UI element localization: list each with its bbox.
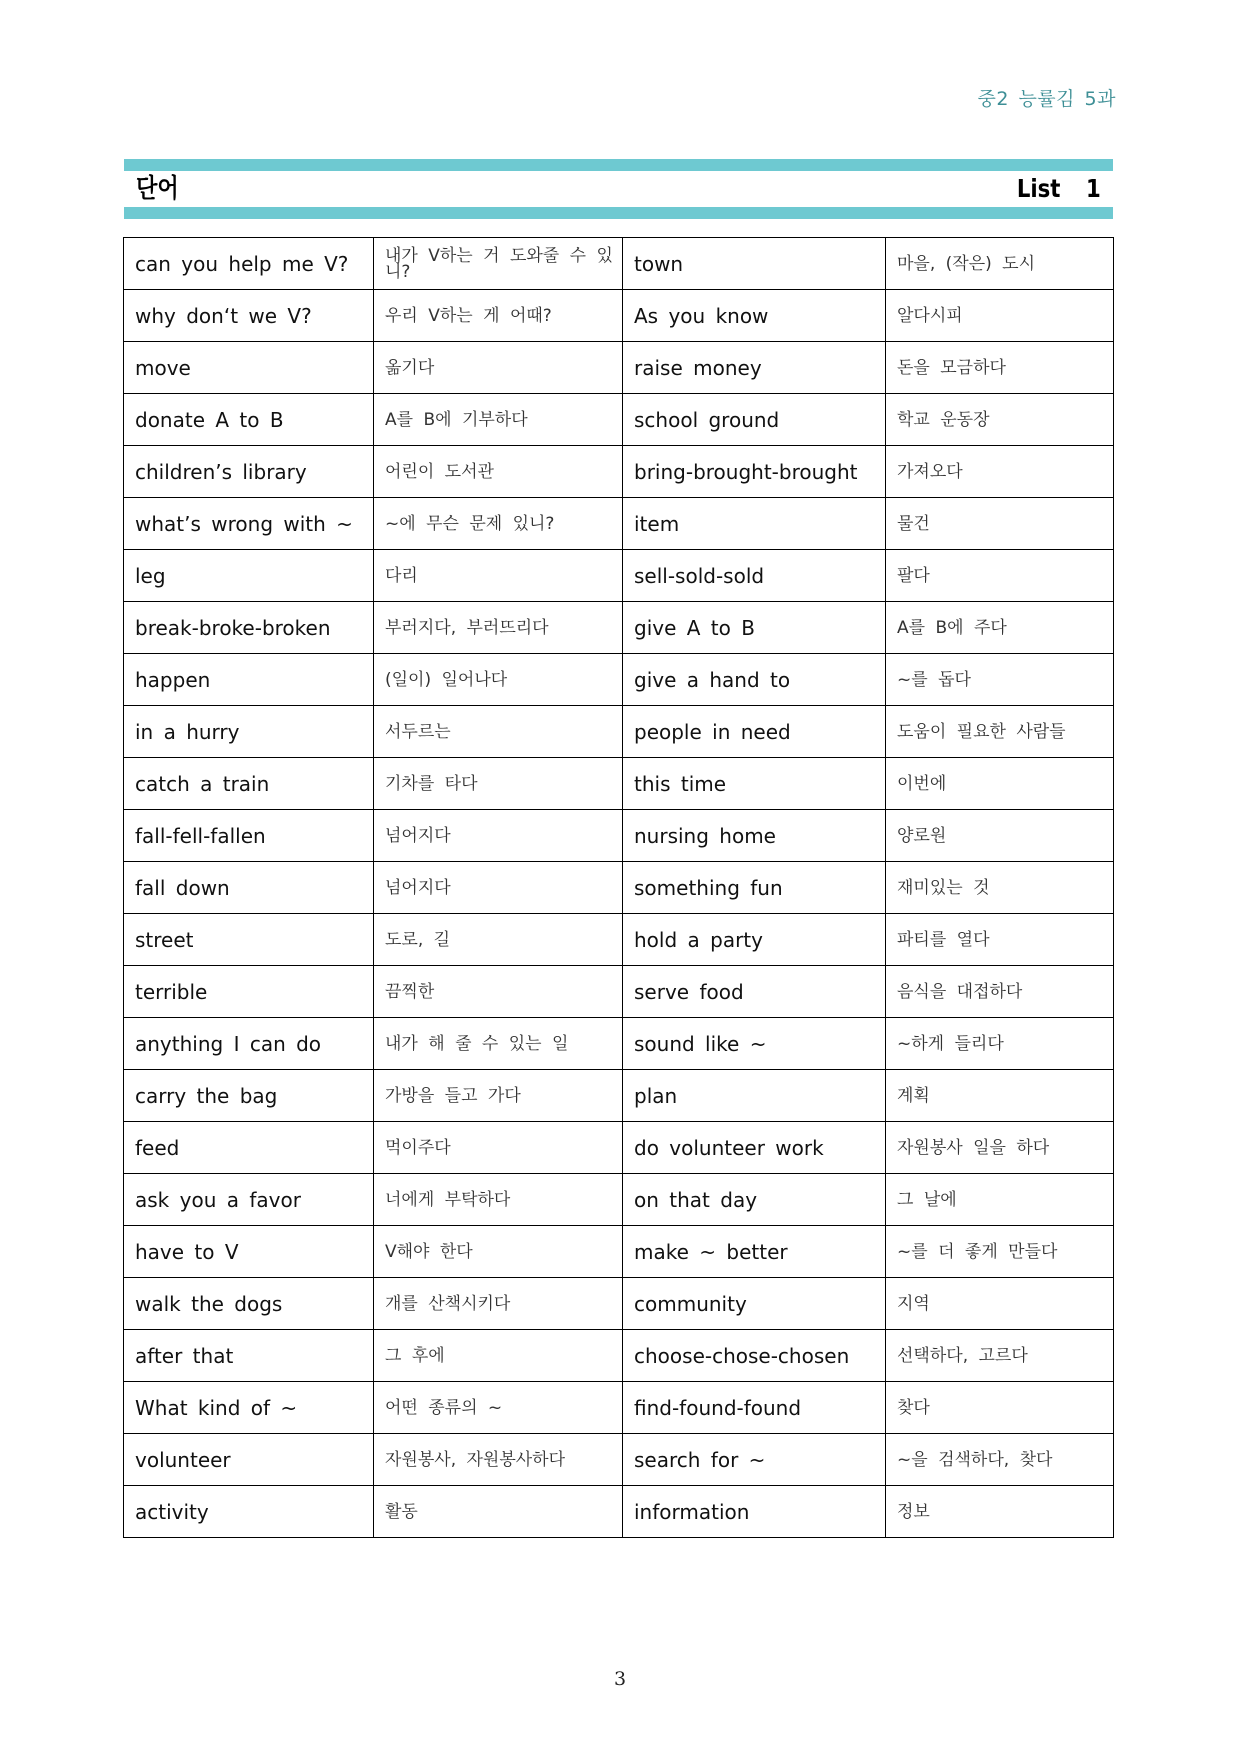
table-row xyxy=(124,1070,1114,1122)
english-term: donate A to B xyxy=(124,394,374,446)
english-term: can you help me V? xyxy=(124,238,374,290)
course-label: 중2 능률김 5과 xyxy=(977,88,1116,110)
table-row xyxy=(124,290,1114,342)
korean-meaning: 계획 xyxy=(886,1070,1114,1122)
korean-meaning: 끔찍한 xyxy=(374,966,623,1018)
english-term: what’s wrong with ~ xyxy=(124,498,374,550)
english-term: do volunteer work xyxy=(623,1122,886,1174)
korean-meaning: (일이) 일어나다 xyxy=(374,654,623,706)
korean-meaning: 우리 V하는 게 어때? xyxy=(374,290,623,342)
table-row xyxy=(124,394,1114,446)
table-row xyxy=(124,1278,1114,1330)
korean-meaning: 부러지다, 부러뜨리다 xyxy=(374,602,623,654)
table-row xyxy=(124,342,1114,394)
english-term: raise money xyxy=(623,342,886,394)
table-row xyxy=(124,758,1114,810)
english-term: give a hand to xyxy=(623,654,886,706)
korean-meaning: 그 날에 xyxy=(886,1174,1114,1226)
vocabulary-table-body xyxy=(124,238,1114,1538)
korean-meaning: 넘어지다 xyxy=(374,862,623,914)
korean-meaning: 돈을 모금하다 xyxy=(886,342,1114,394)
korean-meaning: 선택하다, 고르다 xyxy=(886,1330,1114,1382)
english-term: sell-sold-sold xyxy=(623,550,886,602)
english-term: why don‘t we V? xyxy=(124,290,374,342)
korean-meaning: 어린이 도서관 xyxy=(374,446,623,498)
korean-meaning: 넘어지다 xyxy=(374,810,623,862)
english-term: something fun xyxy=(623,862,886,914)
english-term: have to V xyxy=(124,1226,374,1278)
korean-meaning: 내가 V하는 거 도와줄 수 있니? xyxy=(374,238,623,290)
korean-meaning: 가져오다 xyxy=(886,446,1114,498)
korean-meaning: 파티를 열다 xyxy=(886,914,1114,966)
table-row xyxy=(124,1174,1114,1226)
english-term: fall-fell-fallen xyxy=(124,810,374,862)
korean-meaning: 음식을 대접하다 xyxy=(886,966,1114,1018)
korean-meaning: V해야 한다 xyxy=(374,1226,623,1278)
korean-meaning: 개를 산책시키다 xyxy=(374,1278,623,1330)
korean-meaning: 가방을 들고 가다 xyxy=(374,1070,623,1122)
table-row xyxy=(124,498,1114,550)
table-row xyxy=(124,1122,1114,1174)
english-term: town xyxy=(623,238,886,290)
korean-meaning: ~를 더 좋게 만들다 xyxy=(886,1226,1114,1278)
english-term: sound like ~ xyxy=(623,1018,886,1070)
english-term: make ~ better xyxy=(623,1226,886,1278)
korean-meaning: 양로원 xyxy=(886,810,1114,862)
english-term: serve food xyxy=(623,966,886,1018)
list-label: List xyxy=(1017,174,1061,203)
table-row xyxy=(124,862,1114,914)
english-term: break-broke-broken xyxy=(124,602,374,654)
english-term: volunteer xyxy=(124,1434,374,1486)
english-term: As you know xyxy=(623,290,886,342)
table-row xyxy=(124,602,1114,654)
english-term: hold a party xyxy=(623,914,886,966)
list-number: 1 xyxy=(1086,174,1101,203)
korean-meaning: 자원봉사 일을 하다 xyxy=(886,1122,1114,1174)
english-term: give A to B xyxy=(623,602,886,654)
table-row xyxy=(124,966,1114,1018)
korean-meaning: 도움이 필요한 사람들 xyxy=(886,706,1114,758)
korean-meaning: A를 B에 기부하다 xyxy=(374,394,623,446)
title-band-top-bar xyxy=(124,159,1113,171)
korean-meaning: 정보 xyxy=(886,1486,1114,1538)
korean-meaning: ~에 무슨 문제 있니? xyxy=(374,498,623,550)
title-band-bottom-bar xyxy=(124,207,1113,219)
english-term: anything I can do xyxy=(124,1018,374,1070)
korean-meaning: 기차를 타다 xyxy=(374,758,623,810)
english-term: on that day xyxy=(623,1174,886,1226)
korean-meaning: 물건 xyxy=(886,498,1114,550)
english-term: leg xyxy=(124,550,374,602)
page-number: 3 xyxy=(613,1668,627,1690)
korean-meaning: 재미있는 것 xyxy=(886,862,1114,914)
english-term: search for ~ xyxy=(623,1434,886,1486)
korean-meaning: 활동 xyxy=(374,1486,623,1538)
english-term: street xyxy=(124,914,374,966)
table-row xyxy=(124,1382,1114,1434)
korean-meaning: 어떤 종류의 ~ xyxy=(374,1382,623,1434)
english-term: children’s library xyxy=(124,446,374,498)
list-indicator xyxy=(1017,172,1101,206)
korean-meaning: 팔다 xyxy=(886,550,1114,602)
table-row xyxy=(124,706,1114,758)
korean-meaning: ~하게 들리다 xyxy=(886,1018,1114,1070)
english-term: move xyxy=(124,342,374,394)
english-term: people in need xyxy=(623,706,886,758)
table-row xyxy=(124,1486,1114,1538)
korean-meaning: 먹이주다 xyxy=(374,1122,623,1174)
korean-meaning: 그 후에 xyxy=(374,1330,623,1382)
section-title: 단어 xyxy=(136,174,179,204)
english-term: feed xyxy=(124,1122,374,1174)
english-term: What kind of ~ xyxy=(124,1382,374,1434)
english-term: item xyxy=(623,498,886,550)
english-term: community xyxy=(623,1278,886,1330)
english-term: plan xyxy=(623,1070,886,1122)
korean-meaning: 너에게 부탁하다 xyxy=(374,1174,623,1226)
table-row xyxy=(124,1330,1114,1382)
english-term: ask you a favor xyxy=(124,1174,374,1226)
table-row xyxy=(124,914,1114,966)
english-term: find-found-found xyxy=(623,1382,886,1434)
table-row xyxy=(124,446,1114,498)
english-term: activity xyxy=(124,1486,374,1538)
korean-meaning: 알다시피 xyxy=(886,290,1114,342)
english-term: information xyxy=(623,1486,886,1538)
korean-meaning: 도로, 길 xyxy=(374,914,623,966)
english-term: terrible xyxy=(124,966,374,1018)
table-row xyxy=(124,654,1114,706)
english-term: choose-chose-chosen xyxy=(623,1330,886,1382)
english-term: school ground xyxy=(623,394,886,446)
korean-meaning: 마을, (작은) 도시 xyxy=(886,238,1114,290)
english-term: carry the bag xyxy=(124,1070,374,1122)
table-row xyxy=(124,1434,1114,1486)
korean-meaning: A를 B에 주다 xyxy=(886,602,1114,654)
korean-meaning: 찾다 xyxy=(886,1382,1114,1434)
korean-meaning: 옮기다 xyxy=(374,342,623,394)
korean-meaning: 내가 해 줄 수 있는 일 xyxy=(374,1018,623,1070)
english-term: catch a train xyxy=(124,758,374,810)
korean-meaning: ~를 돕다 xyxy=(886,654,1114,706)
korean-meaning: 학교 운동장 xyxy=(886,394,1114,446)
table-row xyxy=(124,550,1114,602)
table-row xyxy=(124,1018,1114,1070)
english-term: after that xyxy=(124,1330,374,1382)
korean-meaning: 다리 xyxy=(374,550,623,602)
table-row xyxy=(124,1226,1114,1278)
english-term: nursing home xyxy=(623,810,886,862)
korean-meaning: ~을 검색하다, 찾다 xyxy=(886,1434,1114,1486)
table-row xyxy=(124,810,1114,862)
english-term: this time xyxy=(623,758,886,810)
english-term: fall down xyxy=(124,862,374,914)
korean-meaning: 지역 xyxy=(886,1278,1114,1330)
vocabulary-table xyxy=(123,237,1114,1538)
english-term: in a hurry xyxy=(124,706,374,758)
korean-meaning: 자원봉사, 자원봉사하다 xyxy=(374,1434,623,1486)
table-row xyxy=(124,238,1114,290)
english-term: bring-brought-brought xyxy=(623,446,886,498)
english-term: happen xyxy=(124,654,374,706)
korean-meaning: 서두르는 xyxy=(374,706,623,758)
korean-meaning: 이번에 xyxy=(886,758,1114,810)
english-term: walk the dogs xyxy=(124,1278,374,1330)
title-band xyxy=(124,159,1113,219)
